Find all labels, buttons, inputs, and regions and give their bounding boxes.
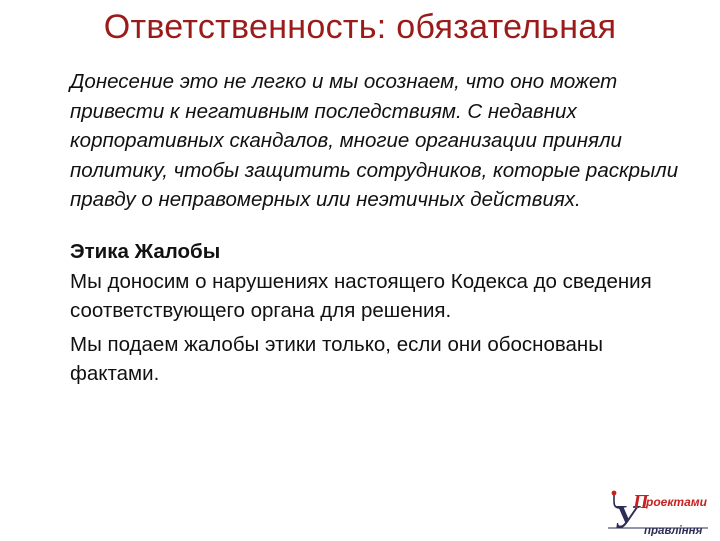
- svg-text:П: П: [633, 491, 649, 513]
- section-paragraph-2: Мы подаем жалобы этики только, если они обоснованы фактами.: [70, 332, 603, 386]
- slide-title: Ответственность: обязательная: [103, 8, 617, 46]
- section-heading: Этика Жалобы: [70, 239, 221, 263]
- intro-paragraph: Донесение это не легко и мы осознаем, что оно может привести к негативным последствиям. С недавних корпоративных скандалов, многие организации приняли политику, чтобы защитить сотрудников, которые раскрыли правду о неправомерных или неэтичных действиях.: [70, 70, 679, 212]
- logo-mark: [604, 488, 712, 536]
- slide-body: [70, 67, 682, 389]
- company-logo: [604, 488, 712, 536]
- logo-line-1: роектами: [646, 495, 707, 509]
- logo-letter: У: [614, 499, 638, 536]
- logo-dot-icon: [612, 491, 617, 496]
- section-paragraph-1: Мы доносим о нарушениях настоящего Кодекса до сведения соответствующего органа для решения.: [70, 269, 652, 323]
- logo-line-2: правління: [644, 525, 703, 536]
